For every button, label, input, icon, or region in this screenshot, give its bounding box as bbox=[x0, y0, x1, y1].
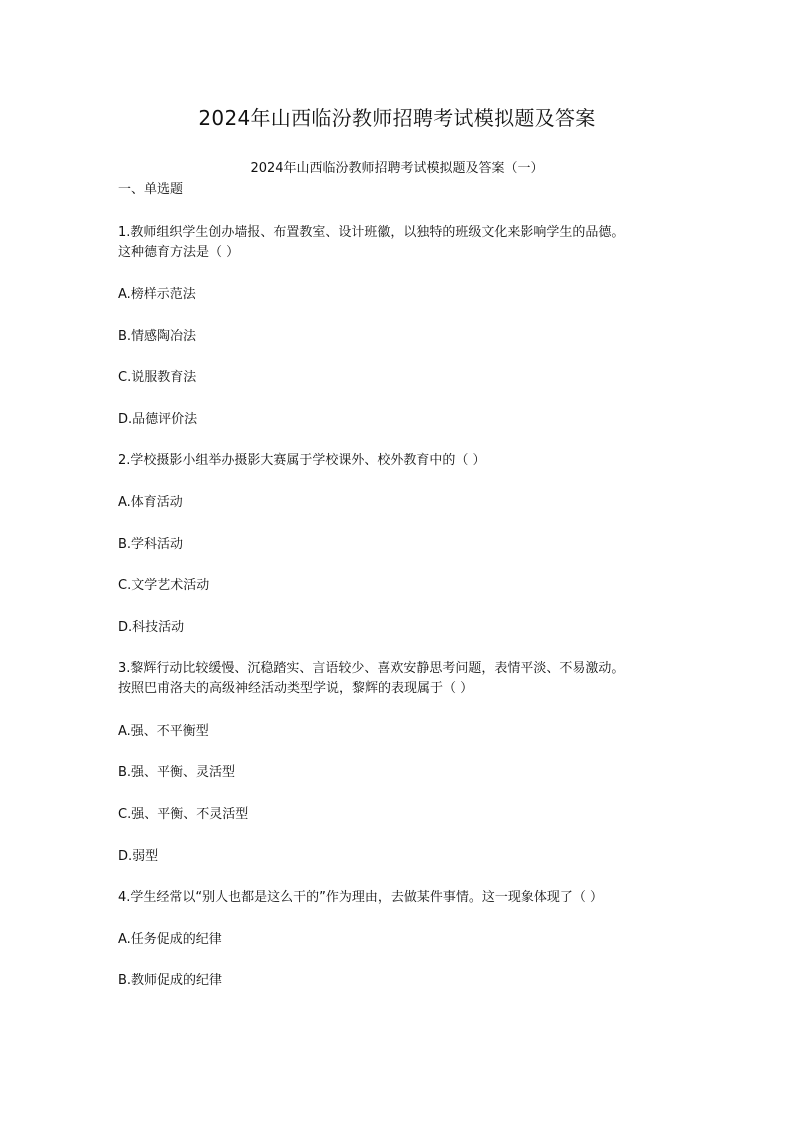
question-2-option-b: B.学科活动 bbox=[118, 537, 184, 552]
question-4-stem-line-1: 4.学生经常以“别人也都是这么干的”作为理由，去做某件事情。这一现象体现了（ ） bbox=[118, 890, 604, 905]
question-3-option-b: B.强、平衡、灵活型 bbox=[118, 765, 236, 780]
section-heading: 一、单选题 bbox=[118, 182, 184, 197]
question-1-option-d: D.品德评价法 bbox=[118, 412, 198, 427]
question-2-option-d: D.科技活动 bbox=[118, 620, 185, 635]
question-3-option-d: D.弱型 bbox=[118, 849, 159, 864]
question-3-stem-line-1: 3.黎辉行动比较缓慢、沉稳踏实、言语较少、喜欢安静思考问题，表情平淡、不易激动。 bbox=[118, 661, 625, 676]
question-4-option-a: A.任务促成的纪律 bbox=[118, 932, 222, 947]
question-1-option-c: C.说服教育法 bbox=[118, 370, 197, 385]
question-1-stem-line-2: 这种德育方法是（ ） bbox=[118, 245, 240, 260]
question-2-option-c: C.文学艺术活动 bbox=[118, 578, 210, 593]
question-2-stem-line-1: 2.学校摄影小组举办摄影大赛属于学校课外、校外教育中的（ ） bbox=[118, 453, 486, 468]
question-1-stem-line-1: 1.教师组织学生创办墙报、布置教室、设计班徽，以独特的班级文化来影响学生的品德。 bbox=[118, 225, 625, 240]
question-2-option-a: A.体育活动 bbox=[118, 495, 183, 510]
document-subtitle: 2024年山西临汾教师招聘考试模拟题及答案（一） bbox=[250, 161, 544, 176]
question-4-option-b: B.教师促成的纪律 bbox=[118, 973, 223, 988]
question-1-option-b: B.情感陶冶法 bbox=[118, 329, 197, 344]
question-1-option-a: A.榜样示范法 bbox=[118, 287, 196, 302]
question-3-stem-line-2: 按照巴甫洛夫的高级神经活动类型学说，黎辉的表现属于（ ） bbox=[118, 681, 474, 696]
document-title: 2024年山西临汾教师招聘考试模拟题及答案 bbox=[198, 106, 596, 130]
question-3-option-c: C.强、平衡、不灵活型 bbox=[118, 807, 249, 822]
question-3-option-a: A.强、不平衡型 bbox=[118, 724, 209, 739]
